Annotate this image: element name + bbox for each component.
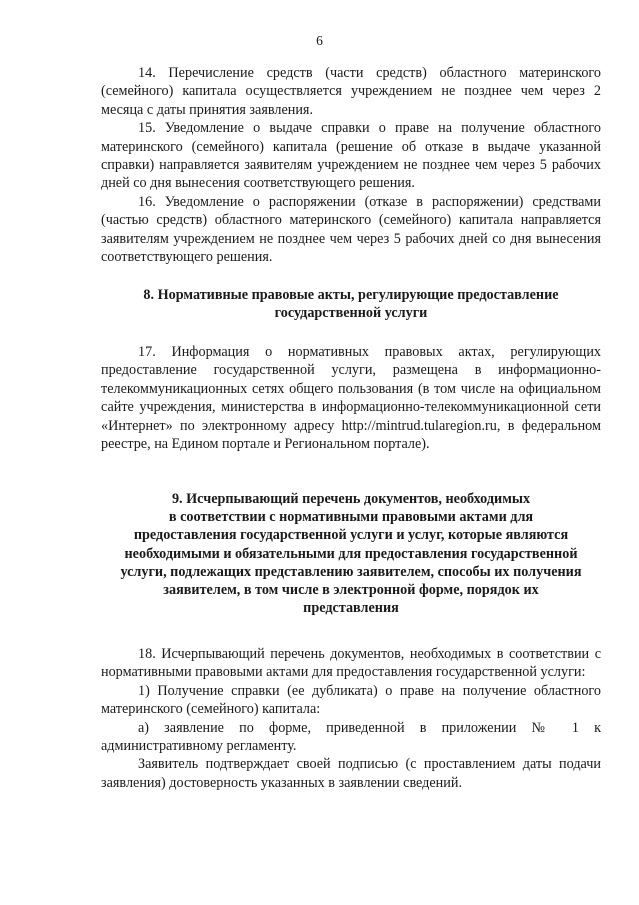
- section-9-heading-line: заявителем, в том числе в электронной форме, порядок их: [163, 582, 539, 599]
- section-8-heading: [101, 286, 601, 322]
- paragraph-14: 14. Перечисление средств (части средств) областного материнского (семейного) капитала осуществляется учреждением не позднее чем через 2 месяца с даты принятия заявления.: [101, 65, 601, 118]
- paragraph-signature: Заявитель подтверждает своей подписью (с проставлением даты подачи заявления) достоверность указанных в заявлении сведений.: [101, 756, 601, 791]
- section-8-heading-line: государственной услуги: [274, 305, 428, 322]
- section-8-heading-line: 8. Нормативные правовые акты, регулирующие предоставление: [143, 287, 559, 303]
- paragraph-17: 17. Информация о нормативных правовых актах, регулирующих предоставление государственной услуги, размещена в информационно-телекоммуникационных сетях общего пользования (в том числе на официальном сайте учреждения, министерства в информационно-телекоммуникационной сети «Интернет» по электронному адресу http://mintrud.tularegion.ru, в федеральном реестре, на Едином портале и Региональном портале).: [101, 344, 601, 453]
- paragraph-15: 15. Уведомление о выдаче справки о праве на получение областного материнского (семейного) капитала (решение об отказе в выдаче указанной справки) направляется заявителям учреждением не позднее чем через 5 рабочих дней со дня вынесения соответствующего решения.: [101, 120, 601, 192]
- paragraph-16: 16. Уведомление о распоряжении (отказе в распоряжении) средствами (частью средств) областного материнского (семейного) капитала направляется заявителям учреждением не позднее чем через 5 рабочих дней со дня вынесения соответствующего решения.: [101, 193, 601, 266]
- section-9-heading-line: представления: [303, 600, 399, 617]
- paragraphs-14-16: [101, 64, 601, 266]
- section-9-heading-line: в соответствии с нормативными правовыми актами для: [168, 509, 534, 526]
- section-9-body: [101, 645, 601, 792]
- section-9-heading-line: 9. Исчерпывающий перечень документов, необходимых: [171, 491, 531, 507]
- section-9-heading-line: необходимыми и обязательными для предоставления государственной: [124, 545, 578, 562]
- section-9-heading-line: услуги, подлежащих представлению заявителем, способы их получения: [120, 563, 582, 580]
- paragraph-18-item-1: 1) Получение справки (ее дубликата) о праве на получение областного материнского (семейного) капитала:: [101, 682, 601, 718]
- page-number: 6: [316, 33, 323, 48]
- section-8-body: [101, 343, 601, 453]
- paragraph-18: 18. Исчерпывающий перечень документов, необходимых в соответствии с нормативными правовыми актами для предоставления государственной услуги:: [101, 646, 601, 681]
- section-9-heading-line: предоставления государственной услуги и услуг, которые являются: [133, 527, 569, 544]
- paragraph-18-item-1a: а) заявление по форме, приведенной в приложении № 1 к административному регламенту.: [101, 719, 601, 755]
- section-9-heading: [101, 490, 601, 617]
